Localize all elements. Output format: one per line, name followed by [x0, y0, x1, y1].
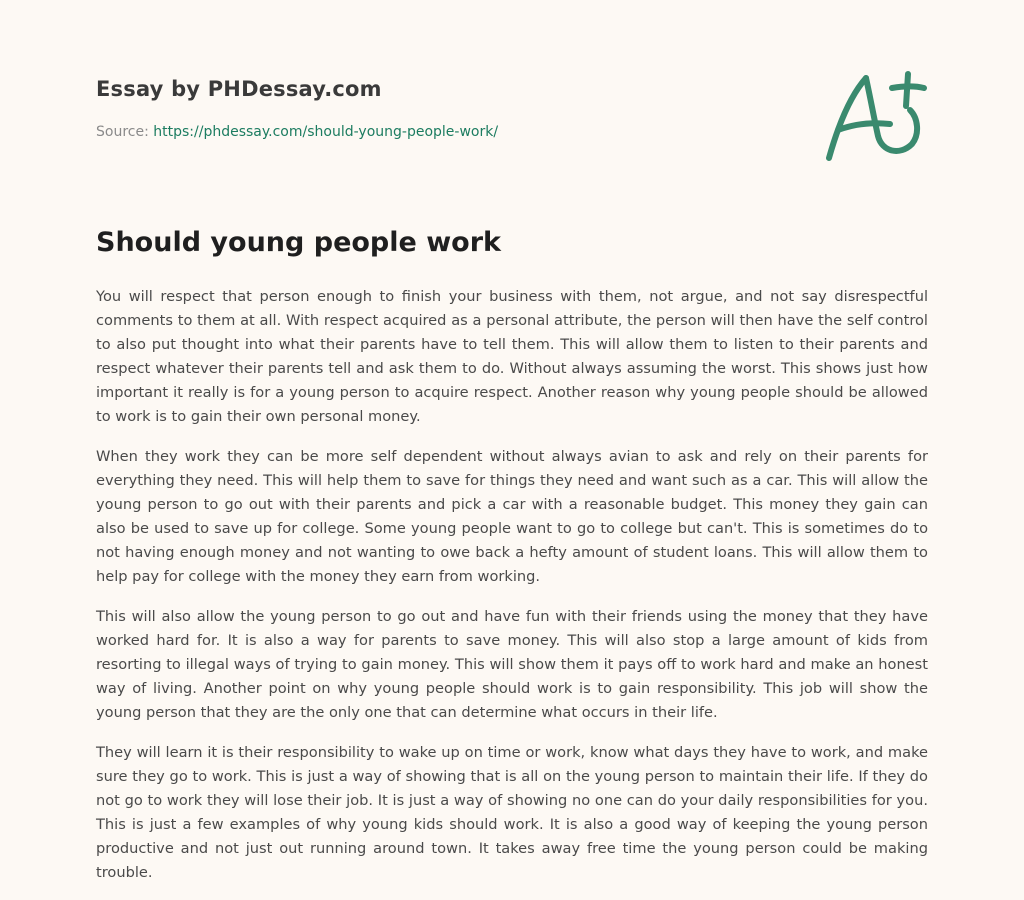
source-label: Source: — [96, 124, 149, 140]
essay-paragraph: When they work they can be more self dependent without always avian to ask and rely on their parents for everything they need. This will help them to save for things they need and want such as a car. This will allow the young person to go out with their parents and pick a car with a reasonable budget. This money they gain can also be used to save up for college. Some young people want to go to college but can't. This is sometimes do to not having enough money and not wanting to owe back a hefty amount of student loans. This will allow them to help pay for college with the money they earn from working. — [96, 448, 928, 585]
essay-paragraph: This will also allow the young person to go out and have fun with their friends using the money that they have worked hard for. It is also a way for parents to save money. This will also stop a large amount of kids from resorting to illegal ways of trying to gain money. This will show them it pays off to work hard and make an honest way of living. Another point on why young people should work is to gain responsibility. This job will show the young person that they are the only one that can determine what occurs in their life. — [96, 608, 928, 721]
essay-body — [96, 285, 928, 900]
essay-paragraph: They will learn it is their responsibility to wake up on time or work, know what days they have to work, and make sure they go to work. This is just a way of showing that is all on the young person to maintain their life. If they do not go to work they will lose their job. It is just a way of showing no one can do your daily responsibilities for you. This is just a few examples of why young kids should work. It is also a good way of keeping the young person productive and not just out running around town. It takes away free time the young person could be making trouble. — [96, 744, 928, 881]
site-title: Essay by PHDessay.com — [96, 77, 382, 101]
essay-paragraph: You will respect that person enough to finish your business with them, not argue, and not say disrespectful comments to them at all. With respect acquired as a personal attribute, the person will then have the self control to also put thought into what their parents have to tell them. This will allow them to listen to their parents and respect whatever their parents tell and ask them to do. Without always assuming the worst. This shows just how important it really is for a young person to acquire respect. Another reason why young people should be allowed to work is to gain their own personal money. — [96, 288, 928, 425]
source-line — [96, 124, 498, 140]
essay-title: Should young people work — [96, 227, 501, 258]
source-link[interactable]: https://phdessay.com/should-young-people-work/ — [153, 124, 499, 140]
a-plus-logo-icon — [820, 66, 930, 166]
